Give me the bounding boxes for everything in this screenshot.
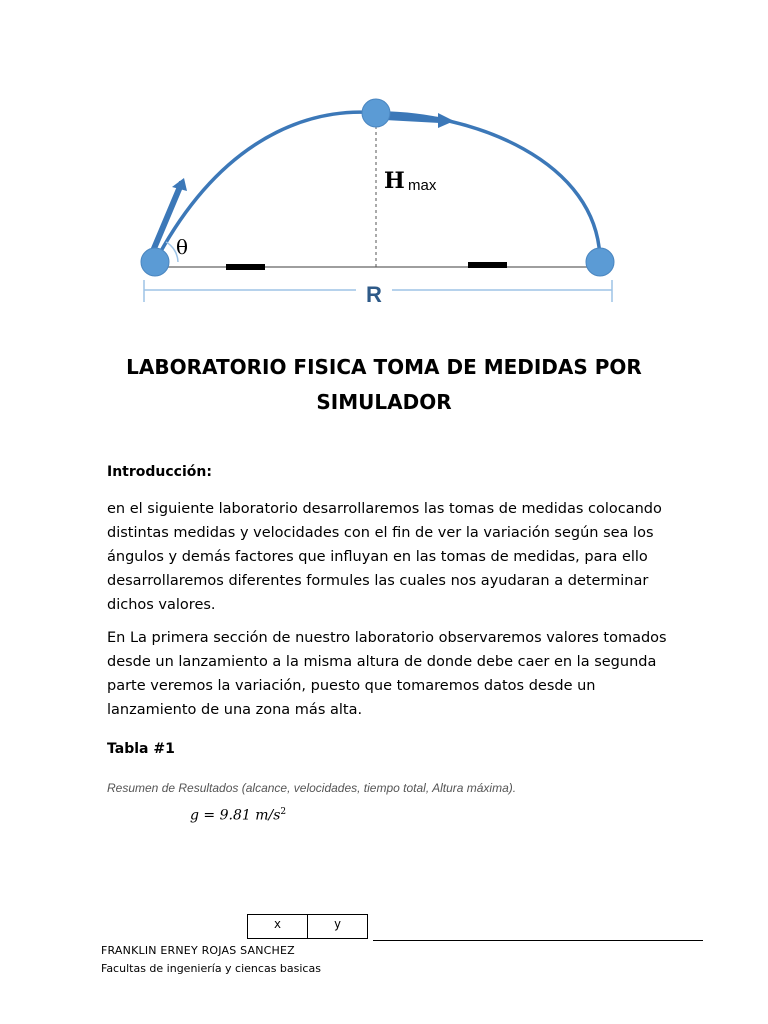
column-y-header: y [308, 915, 368, 939]
footer-divider [373, 940, 703, 941]
intro-paragraph-2: En La primera sección de nuestro laboratorio observaremos valores tomados desde un lanzamiento a la misma altura de donde debe caer en la segunda parte veremos la variación, puesto que tomaremos datos desde un lanzamiento de una zona más alta. [107, 630, 667, 718]
data-table-header [247, 914, 368, 939]
formula-lhs: g = 9.81 [190, 807, 256, 824]
ground-mark-left [226, 264, 265, 270]
projectile-diagram [0, 0, 768, 320]
landing-ball [586, 248, 614, 276]
column-x-header: x [248, 915, 308, 939]
title-line-1: LABORATORIO FISICA TOMA DE MEDIDAS POR [126, 355, 642, 379]
formula-exponent: 2 [280, 807, 287, 817]
footer-author: FRANKLIN ERNEY ROJAS SANCHEZ [101, 944, 295, 957]
gravity-formula [190, 807, 286, 824]
table-caption: Resumen de Resultados (alcance, velocidades, tiempo total, Altura máxima). [107, 781, 517, 795]
table-heading: Tabla #1 [107, 741, 175, 757]
apex-ball [362, 99, 390, 127]
top-velocity-arrowhead [438, 113, 454, 128]
title-line-2: SIMULADOR [316, 390, 452, 414]
height-symbol: H [384, 168, 405, 194]
formula-unit: m/s [255, 807, 281, 824]
intro-heading: Introducción: [107, 464, 212, 480]
launch-ball [141, 248, 169, 276]
theta-label: θ [176, 235, 189, 259]
footer-faculty: Facultas de ingeniería y ciencas basicas [101, 962, 321, 975]
trajectory-arc [155, 112, 600, 262]
range-label: R [366, 282, 382, 307]
intro-paragraph-1: en el siguiente laboratorio desarrollaremos las tomas de medidas colocando distintas medidas y velocidades con el fin de ver la variación según sea los ángulos y demás factores que influyan en las tomas de medidas, para ello desarrollaremos diferentes formules las cuales nos ayudaran a determinar dichos valores. [107, 501, 662, 613]
document-title [84, 350, 684, 420]
height-subscript: max [408, 177, 437, 194]
top-velocity-arrow [385, 117, 440, 120]
ground-mark-right [468, 262, 507, 268]
